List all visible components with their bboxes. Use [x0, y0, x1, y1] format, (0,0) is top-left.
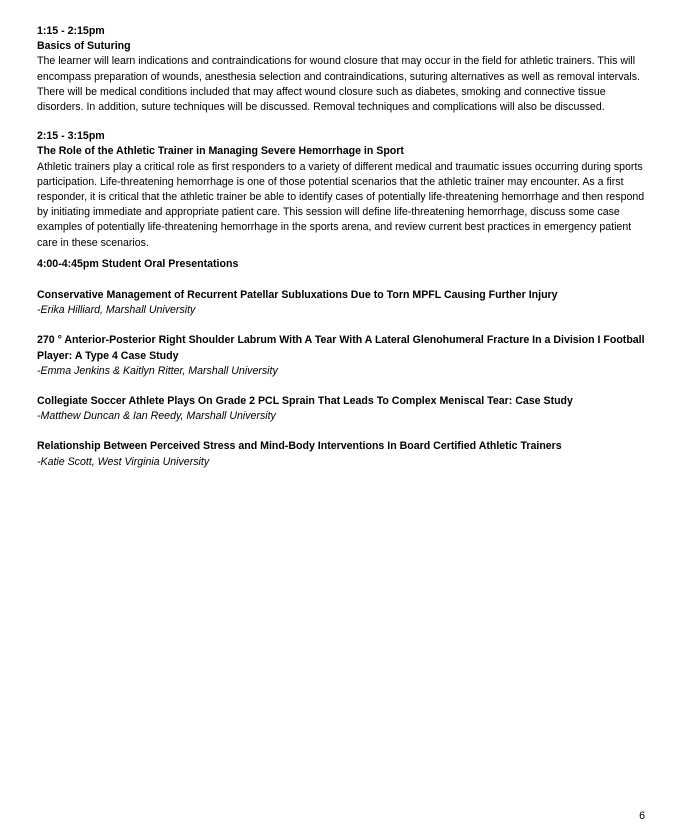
session-suturing: [37, 24, 652, 115]
presentation-item: [37, 394, 652, 424]
session-time: 2:15 - 3:15pm: [37, 130, 105, 143]
presentation-authors: -Emma Jenkins & Kaitlyn Ritter, Marshall University: [37, 364, 278, 377]
session-title: The Role of the Athletic Trainer in Managing Severe Hemorrhage in Sport: [37, 145, 404, 158]
session-title: Basics of Suturing: [37, 40, 131, 53]
presentation-item: [37, 439, 652, 469]
session-description: Athletic trainers play a critical role as first responders to a variety of different medical and traumatic issues occurring during sports participation. Life-threatening hemorrhage is one of those potential scenarios that the athletic trainer may encounter. As a first responder, it is critical that the athletic trainer be able to identify cases of potentially life-threatening hemorrhage and then respond by initiating immediate and appropriate patient care. This session will define life-threatening hemorrhage, discuss some case examples of potentially life-threatening hemorrhage in the sports arena, and review current best practices in emergency patient care in these scenarios.: [37, 160, 645, 249]
oral-presentations-heading: 4:00-4:45pm Student Oral Presentations: [37, 257, 239, 270]
presentation-authors: -Katie Scott, West Virginia University: [37, 455, 210, 468]
presentation-title: Relationship Between Perceived Stress and Mind-Body Interventions In Board Certified Athletic Trainers: [37, 440, 562, 453]
presentation-item: [37, 333, 652, 379]
session-hemorrhage: [37, 129, 652, 251]
page-number: 6: [639, 810, 645, 822]
presentation-title: 270 ° Anterior-Posterior Right Shoulder Labrum With A Tear With A Lateral Glenohumeral Fracture In a Division I Football Player: A Type 4 Case Study: [37, 334, 645, 362]
presentation-authors: -Erika Hilliard, Marshall University: [37, 304, 196, 317]
presentation-item: [37, 288, 652, 318]
presentation-authors: -Matthew Duncan & Ian Reedy, Marshall University: [37, 410, 276, 423]
session-description: The learner will learn indications and contraindications for wound closure that may occur in the field for athletic trainers. This will encompass preparation of wounds, anesthesia selection and contraindications, suturing alternatives as well as removal intervals. There will be medical conditions included that may affect wound closure such as diabetes, smoking and connective tissue disorders. In addition, suture techniques will be discussed. Removal techniques and complications will also be discussed.: [37, 55, 640, 114]
presentation-title: Conservative Management of Recurrent Patellar Subluxations Due to Torn MPFL Causing Further Injury: [37, 289, 558, 302]
presentation-title: Collegiate Soccer Athlete Plays On Grade 2 PCL Sprain That Leads To Complex Meniscal Tear: Case Study: [37, 395, 573, 408]
session-time: 1:15 - 2:15pm: [37, 25, 105, 37]
document-page: [37, 24, 652, 485]
